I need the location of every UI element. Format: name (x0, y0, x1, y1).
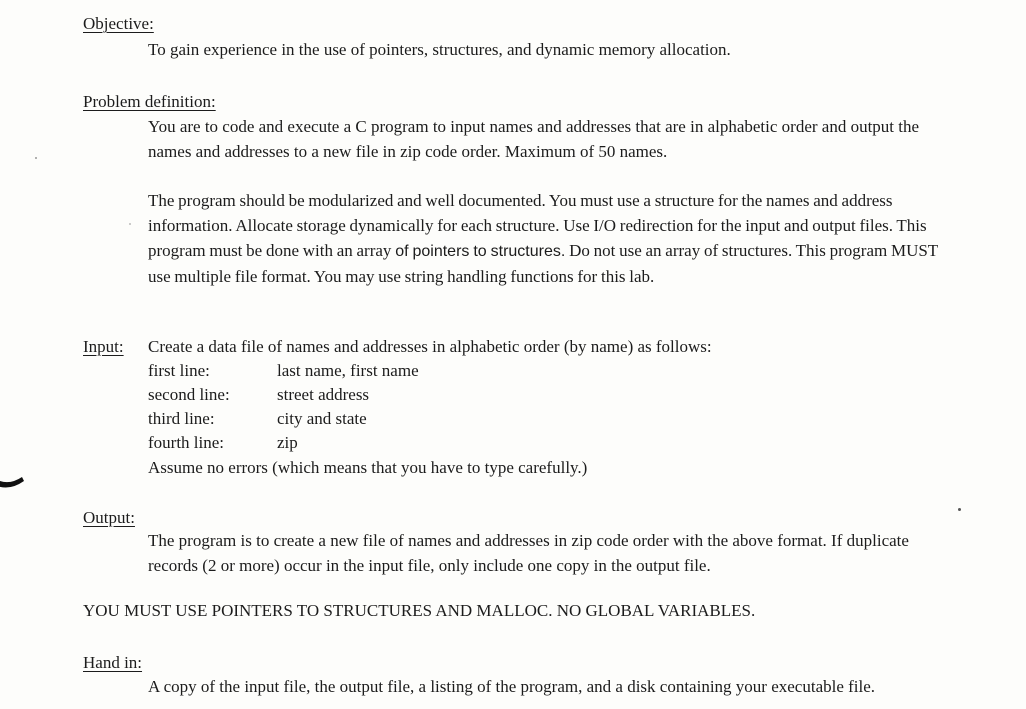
problem-paragraph-1: You are to code and execute a C program to input names and addresses that are in alphabetic order and output the names and addresses to a new file in zip code order. Maximum of 50 names. (148, 117, 920, 161)
problem-paragraph-2-text-start: The program should be modularized and well documented. You must use a structure for the names and address information. Allocate storage dynamically for each structure. Use I/O redirection for the input and output files. This program must be done with an array (148, 191, 927, 260)
output-text: The program is to create a new file of names and addresses in zip code order with the above format. If duplicate records (2 or more) occur in the input file, only include one copy in the output file. (148, 531, 909, 575)
scan-speck-icon (129, 223, 131, 225)
input-line-label-2: second line: (148, 385, 230, 404)
requirement-text: YOU MUST USE POINTERS TO STRUCTURES AND MALLOC. NO GLOBAL VARIABLES. (83, 601, 756, 620)
hand-in-heading: Hand in: (83, 653, 143, 672)
scan-mark-icon (0, 455, 34, 503)
input-line-value-3: city and state (277, 409, 367, 428)
problem-paragraph-2-text-end: Do not use an array of structures. This program MUST use multiple file format. You may use string handling functions for this lab. (148, 241, 938, 286)
hand-in-text: A copy of the input file, the output file, a listing of the program, and a disk containing your executable file. (148, 677, 876, 696)
input-line-label-3: third line: (148, 409, 215, 428)
input-heading: Input: (83, 337, 124, 356)
problem-paragraph-2-emphasis: of pointers to structures. (395, 243, 566, 260)
input-line-value-2: street address (277, 385, 370, 404)
input-line-value-1: last name, first name (277, 361, 419, 380)
problem-definition-heading: Problem definition: (83, 92, 216, 111)
input-line-label-4: fourth line: (148, 433, 225, 452)
input-intro: Create a data file of names and addresses in alphabetic order (by name) as follows: (148, 337, 712, 356)
scan-dot-icon (958, 508, 961, 511)
objective-heading: Objective: (83, 14, 154, 33)
problem-paragraph-2 (148, 188, 938, 289)
output-heading: Output: (83, 508, 135, 527)
input-line-value-4: zip (277, 433, 298, 452)
input-note: Assume no errors (which means that you have to type carefully.) (148, 458, 588, 477)
input-line-label-1: first line: (148, 361, 210, 380)
scan-speck-icon (35, 157, 37, 159)
objective-text: To gain experience in the use of pointers, structures, and dynamic memory allocation. (148, 40, 731, 59)
